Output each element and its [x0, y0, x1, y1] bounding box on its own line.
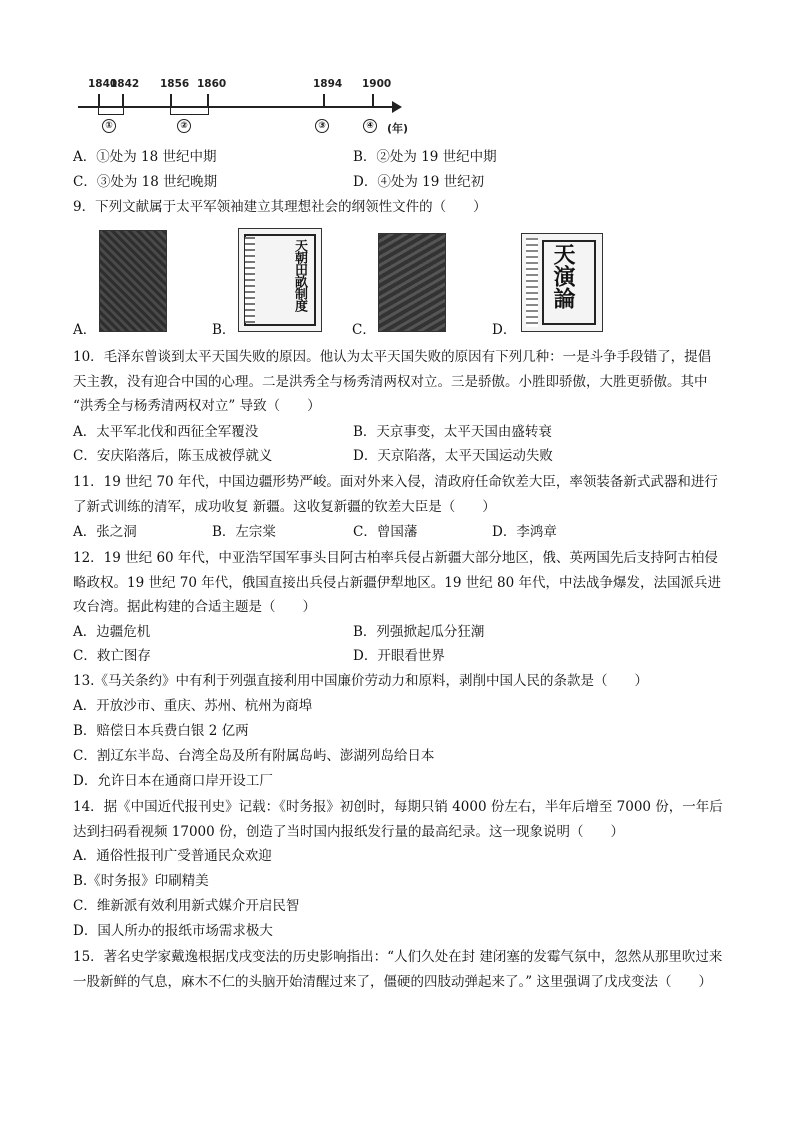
q11-option-d[interactable]: D．李鸿章	[492, 524, 557, 540]
q10-option-b[interactable]: B．天京事变，太平天国由盛转衰	[353, 424, 552, 440]
tick-label-1900: 1900	[362, 78, 392, 90]
q11-option-b[interactable]: B．左宗棠	[212, 524, 276, 540]
q8-option-a[interactable]: A．①处为 18 世纪中期	[73, 149, 217, 165]
q10-option-a[interactable]: A．太平军北伐和西征全军覆没	[73, 424, 259, 440]
q9-option-a[interactable]: A．	[73, 322, 97, 338]
q11-option-a[interactable]: A．张之洞	[73, 524, 137, 540]
q9-option-c[interactable]: C．	[352, 322, 376, 338]
q9-document-c-image	[378, 233, 446, 332]
tick-label-1894: 1894	[313, 78, 343, 90]
q13-option-c[interactable]: C．割辽东半岛、台湾全岛及所有附属岛屿、澎湖列岛给日本	[73, 748, 435, 764]
q9-document-b-image	[238, 228, 322, 332]
q14-stem: 14．据《中国近代报刊史》记载：《时务报》初创时，每期只销 4000 份左右，半年后增至 7000 份，一年后达到扫码看视频 17000 份，创造了当时国内报纸发行量的最高纪录。这一现象说明（ ）	[73, 799, 723, 840]
tick-1856	[170, 94, 172, 106]
q9-document-d-title: 天演論	[550, 243, 576, 309]
tick-1840	[98, 94, 100, 106]
q14-option-c[interactable]: C．维新派有效利用新式媒介开启民智	[73, 898, 300, 914]
tick-1894	[323, 94, 325, 106]
q12-option-d[interactable]: D．开眼看世界	[353, 648, 445, 664]
q15-stem: 15．著名史学家戴逸根据戊戌变法的历史影响指出：“人们久处在封 建闭塞的发霉气氛中，忽然从那里吹过来一股新鲜的气息，麻木不仁的头脑开始清醒过来了，僵硬的四肢动弹起来了。” 这里强调了戊戌变法（ ）	[73, 949, 723, 990]
timeline-unit: (年)	[387, 122, 409, 135]
marker-3: ③	[315, 119, 329, 133]
marker-2: ②	[177, 119, 191, 133]
q8-option-b[interactable]: B．②处为 19 世纪中期	[353, 149, 497, 165]
q9-document-b-title: 天朝田畝制度	[292, 239, 307, 311]
bracket-1856-1860	[170, 108, 209, 115]
q11-stem: 11．19 世纪 70 年代，中国边疆形势严峻。面对外来入侵，清政府任命钦差大臣，率领装备新式武器和进行了新式训练的清军，成功收复 新疆。这收复新疆的钦差大臣是（ ）	[73, 474, 718, 515]
q13-option-d[interactable]: D．允许日本在通商口岸开设工厂	[73, 773, 273, 789]
q10-option-d[interactable]: D．天京陷落，太平天国运动失败	[353, 448, 553, 464]
q11-option-c[interactable]: C．曾国藩	[353, 524, 418, 540]
q12-option-a[interactable]: A．边疆危机	[73, 624, 151, 640]
tick-1860	[207, 94, 209, 106]
q12-option-c[interactable]: C．救亡图存	[73, 648, 151, 664]
q10-stem: 10．毛泽东曾谈到太平天国失败的原因。他认为太平天国失败的原因有下列几种：一是斗争手段错了，提倡天主教，没有迎合中国的心理。二是洪秀全与杨秀清两权对立。三是骄傲。小胜即骄傲，大胜更骄傲。其中 “洪秀全与杨秀清两权对立” 导致（ ）	[73, 349, 712, 414]
q9-option-b[interactable]: B．	[212, 322, 236, 338]
bracket-1840-1842	[98, 108, 124, 115]
q9-document-a-image	[99, 230, 167, 332]
q12-option-b[interactable]: B．列强掀起瓜分狂潮	[353, 624, 485, 640]
tick-1900	[372, 94, 374, 106]
timeline-axis	[78, 106, 396, 108]
q9-stem: 9．下列文献属于太平军领袖建立其理想社会的纲领性文件的（ ）	[73, 199, 487, 215]
q13-stem: 13.《马关条约》中有利于列强直接利用中国廉价劳动力和原料，剥削中国人民的条款是（ ）	[73, 673, 648, 689]
q14-option-d[interactable]: D．国人所办的报纸市场需求极大	[73, 923, 273, 939]
q13-option-b[interactable]: B．赔偿日本兵费白银 2 亿两	[73, 723, 249, 739]
q12-stem: 12．19 世纪 60 年代，中亚浩罕国军事头目阿古柏率兵侵占新疆大部分地区，俄、英两国先后支持阿古柏侵略政权。19 世纪 70 年代，俄国直接出兵侵占新疆伊犁地区。19 世纪 80 年代，中法战争爆发，法国派兵进攻台湾。据此构建的合适主题是（ ）	[73, 550, 721, 615]
q9-document-d-image	[521, 233, 603, 332]
tick-label-1842: 1842	[110, 78, 140, 90]
timeline-figure	[76, 70, 426, 142]
q14-option-b[interactable]: B.《时务报》印刷精美	[73, 873, 209, 889]
q13-option-a[interactable]: A．开放沙市、重庆、苏州、杭州为商埠	[73, 698, 313, 714]
q8-option-c[interactable]: C．③处为 18 世纪晚期	[73, 174, 218, 190]
tick-1842	[122, 94, 124, 106]
q8-option-d[interactable]: D．④处为 19 世纪初	[353, 174, 485, 190]
marker-1: ①	[102, 119, 116, 133]
q14-option-a[interactable]: A．通俗性报刊广受普通民众欢迎	[73, 848, 272, 864]
q10-option-c[interactable]: C．安庆陷落后，陈玉成被俘就义	[73, 448, 273, 464]
tick-label-1860: 1860	[197, 78, 227, 90]
timeline-arrow	[392, 101, 402, 113]
tick-label-1840: 1840	[88, 78, 118, 90]
tick-label-1856: 1856	[160, 78, 190, 90]
q9-option-d[interactable]: D．	[492, 322, 517, 338]
marker-4: ④	[363, 119, 377, 133]
